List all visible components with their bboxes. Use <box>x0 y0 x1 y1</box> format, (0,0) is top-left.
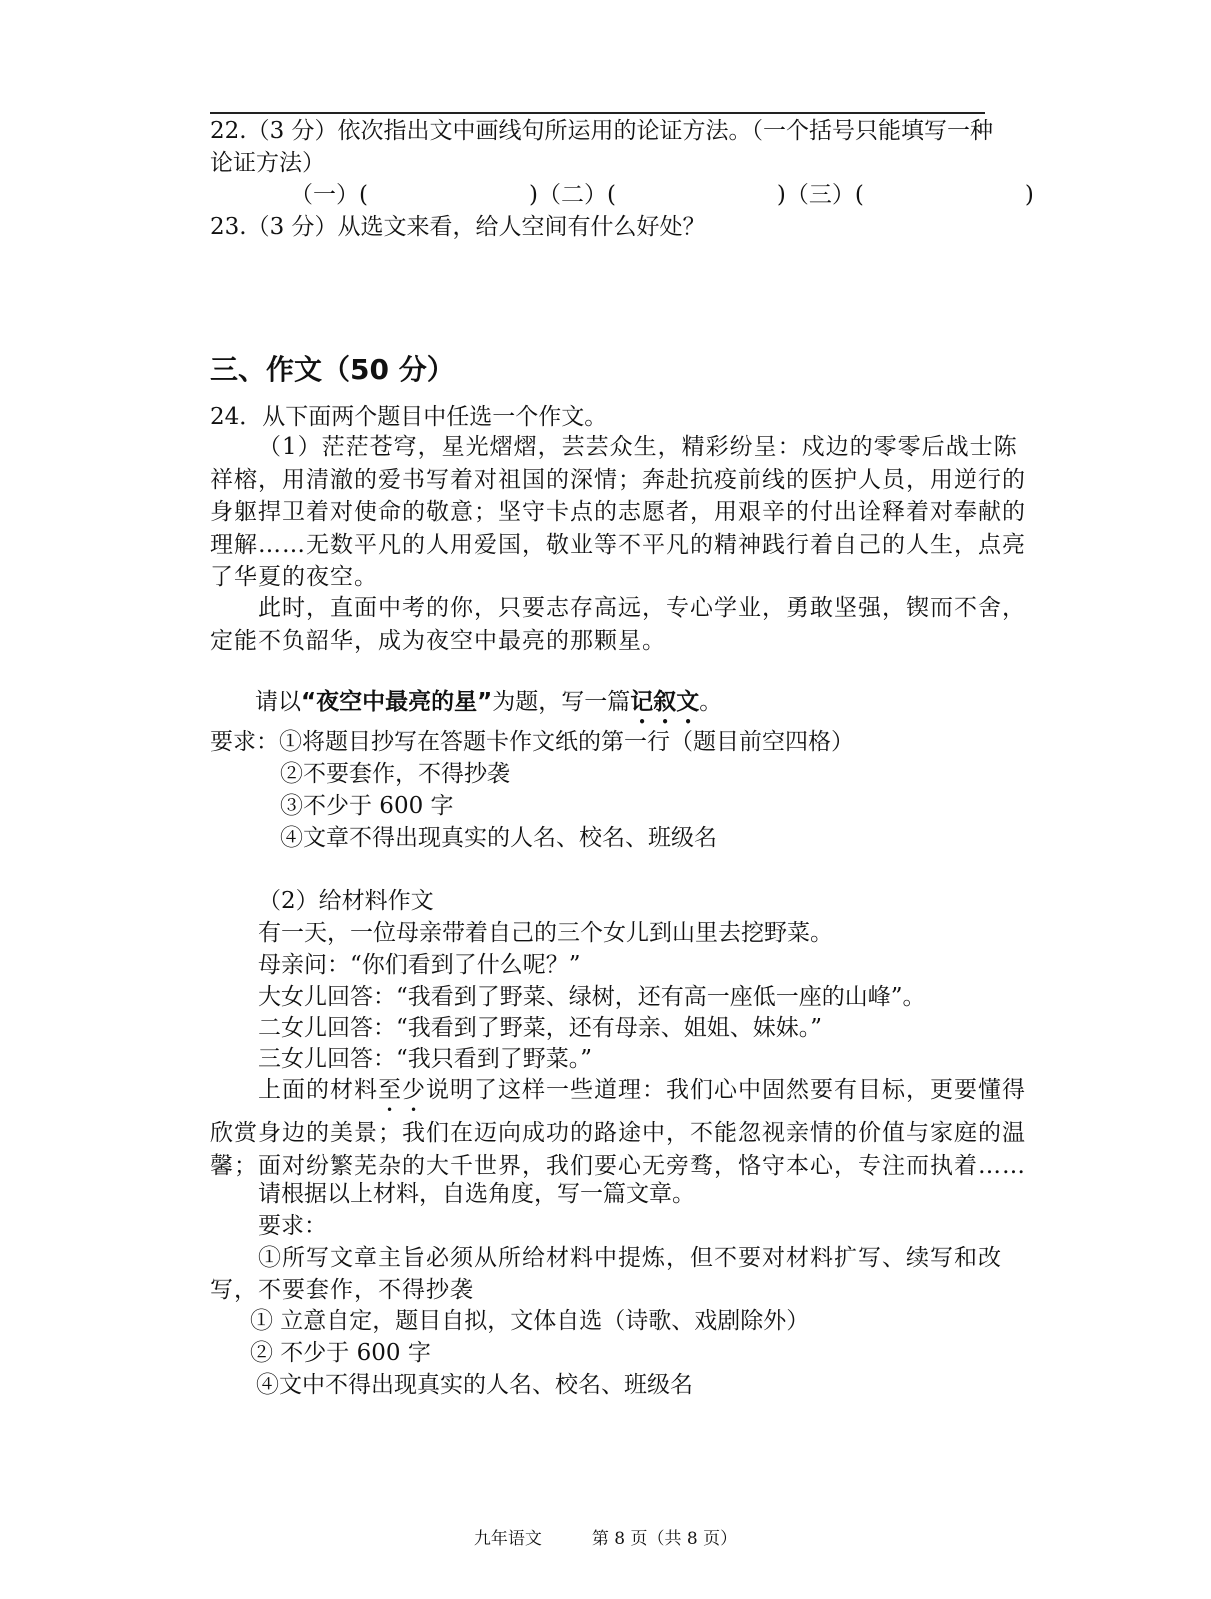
footer-subject: 九年语文 <box>473 1529 542 1549</box>
req2-item-3: ④文中不得出现真实的人名、校名、班级名 <box>256 1372 693 1398</box>
q22-line1: 22.（3 分）依次指出文中画线句所运用的论证方法。（一个括号只能填写一种 <box>210 118 994 144</box>
story-line-1: 有一天，一位母亲带着自己的三个女儿到山里去挖野菜。 <box>258 920 833 946</box>
topic1-prompt <box>255 686 1085 729</box>
lesson-emphasis: 至少 <box>378 1077 426 1103</box>
req2-item-1: ① 立意自定，题目自拟，文体自选（诗歌、戏剧除外） <box>250 1308 810 1334</box>
top-rule <box>210 112 985 114</box>
prompt-end: 。 <box>699 689 723 715</box>
lesson-post: 说明了这样一些道理：我们心中固然要有目标，更要懂得欣赏身边的美景；我们在迈向成功的路途中，不能忽视亲情的价值与家庭的温馨；面对纷繁芜杂的大千世界，我们要心无旁骛，恪守本心，专注而执着…… <box>210 1077 1026 1179</box>
prompt-mid: 为题，写一篇 <box>492 689 631 715</box>
q23: 23.（3 分）从选文来看，给人空间有什么好处？ <box>210 214 706 240</box>
q24-intro: 24．从下面两个题目中任选一个作文。 <box>210 404 608 430</box>
req1-item-3: ③不少于 600 字 <box>280 793 454 819</box>
topic2-title: （2）给材料作文 <box>258 888 434 914</box>
page-footer <box>0 1524 1211 1549</box>
req1-item-4: ④文章不得出现真实的人名、校名、班级名 <box>280 825 717 851</box>
section-title: 三、作文（50 分） <box>210 353 455 386</box>
topic1-paragraph-2: 此时，直面中考的你，只要志存高远，专心学业，勇敢坚强，锲而不舍，定能不负韶华，成为夜空中最亮的那颗星。 <box>210 595 1026 654</box>
req2-label: 要求： <box>258 1213 327 1239</box>
story-line-3: 大女儿回答：“我看到了野菜、绿树，还有高一座低一座的山峰”。 <box>258 984 926 1010</box>
req1-item-2: ②不要套作，不得抄袭 <box>280 761 510 787</box>
prompt-pre: 请以 <box>255 689 301 715</box>
req2-first: ①所写文章主旨必须从所给材料中提炼，但不要对材料扩写、续写和改写，不要套作，不得抄袭 <box>210 1245 1002 1303</box>
prompt-title: “夜空中最亮的星” <box>301 689 493 715</box>
req1-label: 要求： <box>210 729 279 755</box>
topic1-paragraph-1: （1）茫茫苍穹，星光熠熠，芸芸众生，精彩纷呈：戍边的零零后战士陈祥榕，用清澈的爱书写着对祖国的深情；奔赴抗疫前线的医护人员，用逆行的身躯捍卫着对使命的敬意；坚守卡点的志愿者，用艰辛的付出诠释着对奉献的理解……无数平凡的人用爱国，敬业等不平凡的精神践行着自己的人生，点亮了华夏的夜空。 <box>210 434 1026 590</box>
story-line-5: 三女儿回答：“我只看到了野菜。” <box>258 1046 593 1072</box>
prompt-genre: 记叙文 <box>630 689 700 715</box>
req1-label-line <box>210 726 1040 758</box>
story-line-2: 母亲问：“你们看到了什么呢？” <box>258 952 581 978</box>
q22-line2: 论证方法） <box>210 150 325 176</box>
story-line-4: 二女儿回答：“我看到了野菜，还有母亲、姐姐、妹妹。” <box>258 1015 823 1041</box>
q22-blanks: （一）( )（二）( )（三）( ) <box>290 182 1034 208</box>
instruction: 请根据以上材料，自选角度，写一篇文章。 <box>258 1181 695 1207</box>
lesson-pre: 上面的材料 <box>258 1077 378 1103</box>
footer-page: 第 8 页（共 8 页） <box>591 1529 738 1549</box>
req2-item-2: ② 不少于 600 字 <box>250 1340 431 1366</box>
req1-item-1: ①将题目抄写在答题卡作文纸的第一行（题目前空四格） <box>279 729 854 755</box>
lesson-paragraph <box>210 1074 1040 1183</box>
